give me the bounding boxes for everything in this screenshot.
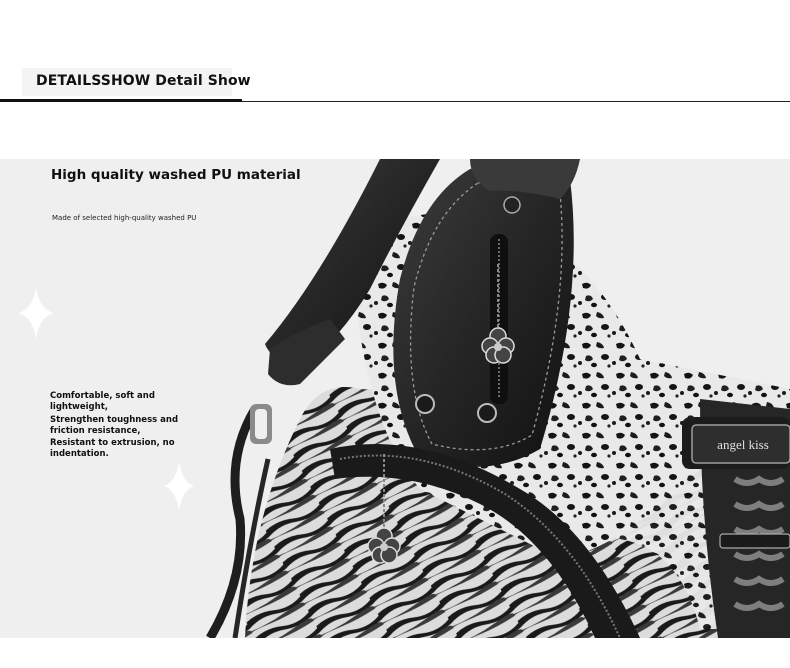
section-title: DETAILSSHOW Detail Show [36, 73, 251, 89]
material-subnote: Made of selected high-quality washed PU [52, 214, 197, 222]
brand-plate-text: angel kiss [717, 437, 769, 452]
header-underline-accent [0, 99, 242, 102]
feature-item: Resistant to extrusion, no indentation. [50, 438, 175, 459]
section-header [0, 60, 790, 108]
header-divider [242, 101, 790, 102]
sparkle-icon [164, 461, 194, 511]
material-headline: High quality washed PU material [51, 167, 301, 183]
sparkle-icon [18, 287, 54, 339]
feature-item: Strengthen toughness and friction resistance, [50, 415, 179, 436]
feature-item: Comfortable, soft and lightweight, [50, 391, 155, 412]
